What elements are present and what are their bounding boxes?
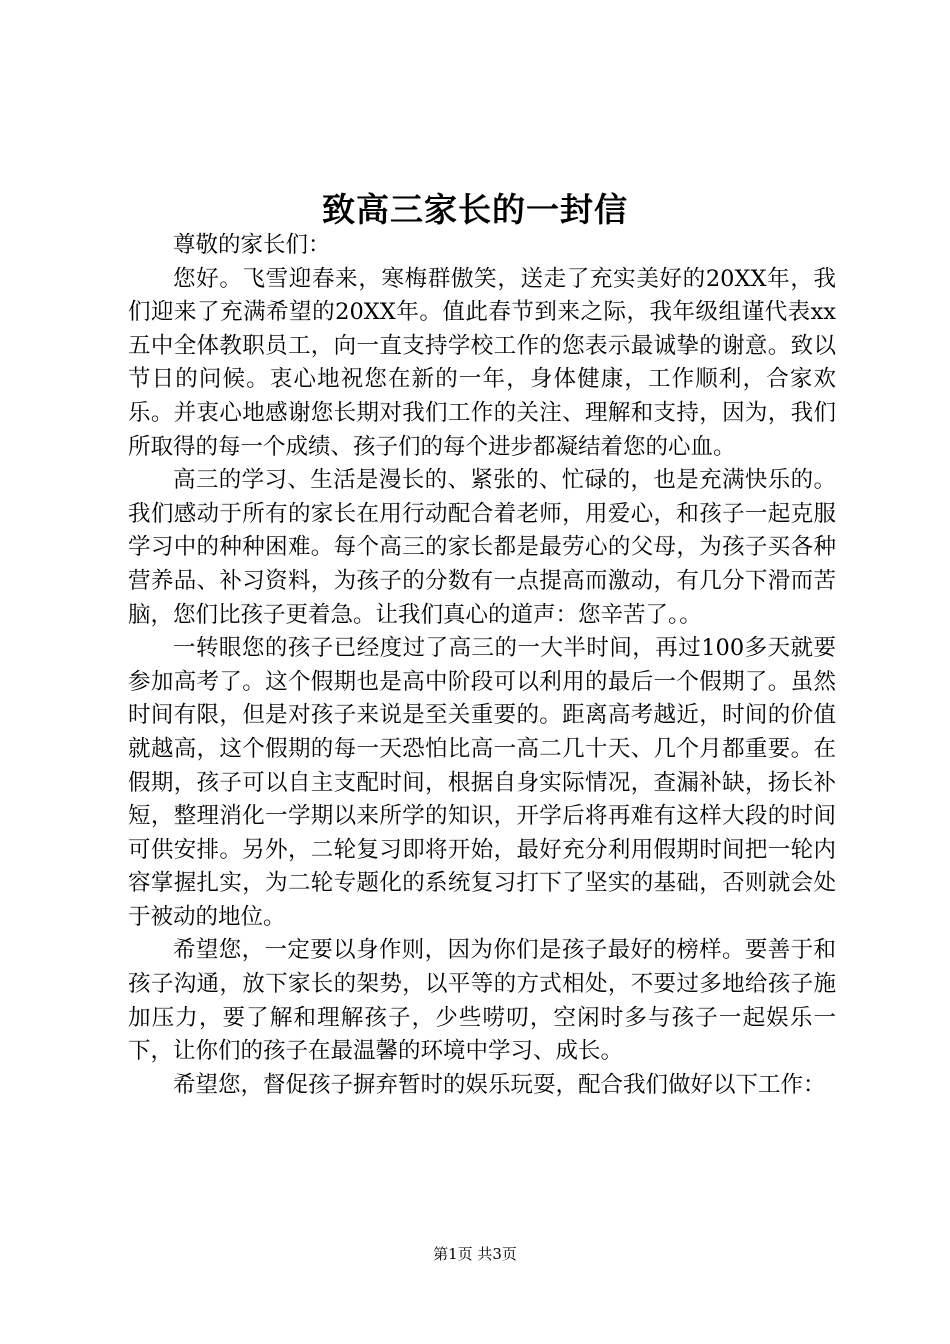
paragraph-senior-life: 高三的学习、生活是漫长的、紧张的、忙碌的，也是充满快乐的。我们感动于所有的家长在用行动配合着老师，用爱心，和孩子一起克服学习中的种种困难。每个高三的家长都是最劳心的父母，为孩子买各种营养品、补习资料，为孩子的分数有一点提高而激动，有几分下滑而苦脑，您们比孩子更着急。让我们真心的道声：您辛苦了。。	[128, 467, 836, 628]
paragraph-role-model: 希望您，一定要以身作则，因为你们是孩子最好的榜样。要善于和孩子沟通，放下家长的架势，以平等的方式相处，不要过多地给孩子施加压力，要了解和理解孩子，少些唠叨，空闲时多与孩子一起娱乐一下，让你们的孩子在最温馨的环境中学习、成长。	[128, 937, 836, 1065]
page-title: 致高三家长的一封信	[322, 190, 628, 229]
paragraph-greeting: 您好。飞雪迎春来，寒梅群傲笑，送走了充实美好的20XX年，我们迎来了充满希望的20XX年。值此春节到来之际，我年级组谨代表xx五中全体教职员工，向一直支持学校工作的您表示最诚挚的谢意。致以节日的问候。衷心地祝您在新的一年，身体健康，工作顺利，合家欢乐。并衷心地感谢您长期对我们工作的关注、理解和支持，因为，我们所取得的每一个成绩、孩子们的每个进步都凝结着您的心血。	[128, 265, 836, 460]
salutation: 尊敬的家长们：	[173, 232, 331, 258]
page-number-footer: 第1页 共3页	[433, 1245, 517, 1263]
letter-body	[128, 229, 836, 1102]
paragraph-holiday-importance: 一转眼您的孩子已经度过了高三的一大半时间，再过100多天就要参加高考了。这个假期也是高中阶段可以利用的最后一个假期了。虽然时间有限，但是对孩子来说是至关重要的。距离高考越近，时间的价值就越高，这个假期的每一天恐怕比高一高二几十天、几个月都重要。在假期，孩子可以自主支配时间，根据自身实际情况，查漏补缺，扬长补短，整理消化一学期以来所学的知识，开学后将再难有这样大段的时间可供安排。另外，二轮复习即将开始，最好充分利用假期时间把一轮内容掌握扎实，为二轮专题化的系统复习打下了坚实的基础，否则就会处于被动的地位。	[128, 635, 836, 930]
paragraph-request: 希望您，督促孩子摒弃暂时的娱乐玩耍，配合我们做好以下工作：	[173, 1071, 826, 1098]
